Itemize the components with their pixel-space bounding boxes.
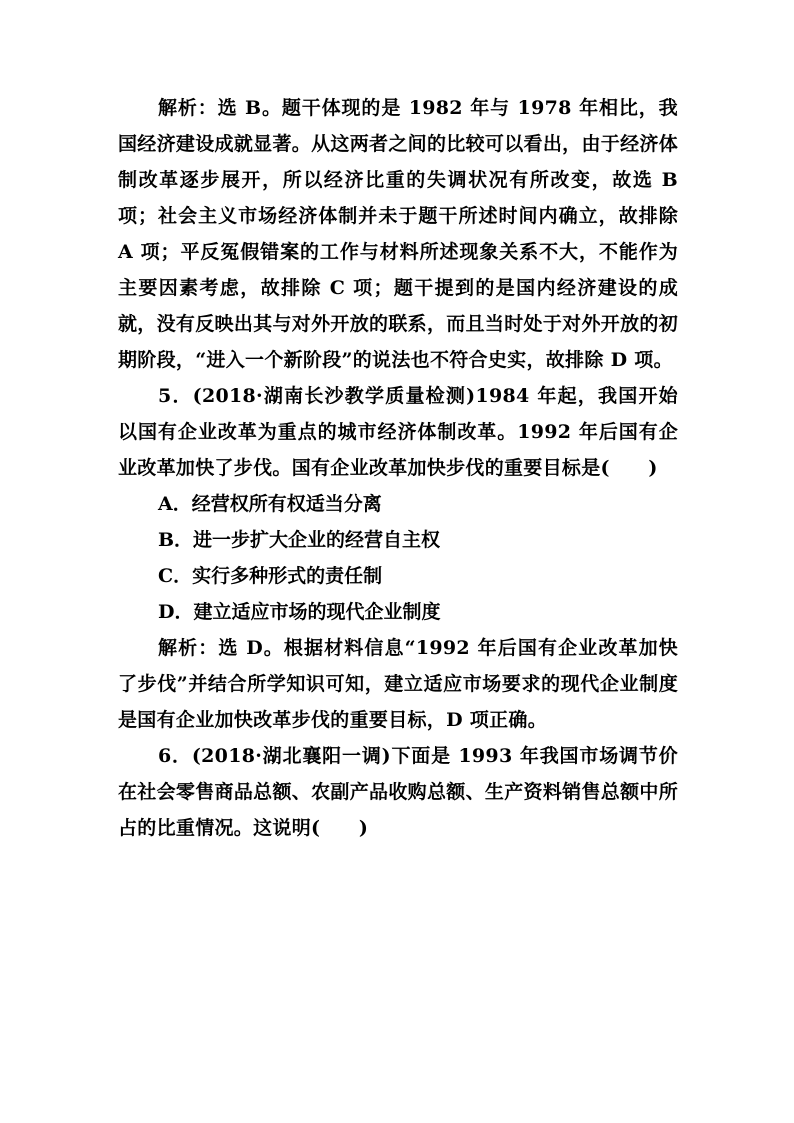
q4-analysis-paragraph bbox=[118, 90, 678, 378]
q4-analysis-text: 选 B。题干体现的是 1982 年与 1978 年相比，我国经济建设成就显著。从这两者之间的比较可以看出，由于经济体制改革逐步展开，所以经济比重的失调状况有所改变，故选 B 项；社会主义市场经济体制并未于题干所述时间内确立，故排除 A 项；平反冤假错案的工作与材料所述现象关系不大，不能作为主要因素考虑，故排除 C 项；题干提到的是国内经济建设的成就，没有反映出其与对外开放的联系，而且当时处于对外开放的初期阶段，“进入一个新阶段”的说法也不符合史实，故排除 D 项。 bbox=[118, 97, 678, 371]
question-5-stem-text: 1984 年起，我国开始以国有企业改革为重点的城市经济体制改革。1992 年后国有企业改革加快了步伐。国有企业改革加快步伐的重要目标是( ) bbox=[118, 385, 678, 479]
question-5-number: 5． bbox=[158, 385, 193, 407]
question-5-option-b: B．进一步扩大企业的经营自主权 bbox=[158, 529, 441, 551]
question-6-number: 6． bbox=[158, 745, 192, 767]
question-5-option-a: A．经营权所有权适当分离 bbox=[158, 493, 382, 515]
question-6-source: (2018·湖北襄阳一调) bbox=[191, 745, 391, 767]
question-6-stem-text: 下面是 1993 年我国市场调节价在社会零售商品总额、农副产品收购总额、生产资料销售总额中所占的比重情况。这说明( ) bbox=[118, 745, 678, 839]
question-5-source: (2018·湖南长沙教学质量检测) bbox=[192, 385, 476, 407]
analysis-label: 解析 bbox=[158, 97, 198, 119]
analysis-label: 解析 bbox=[158, 637, 199, 659]
analysis-colon: ： bbox=[197, 97, 218, 119]
question-5-stem bbox=[118, 378, 678, 486]
question-5-option-d: D．建立适应市场的现代企业制度 bbox=[158, 601, 441, 623]
q5-analysis-text: 选 D。根据材料信息“1992 年后国有企业改革加快了步伐”并结合所学知识可知，建立适应市场要求的现代企业制度是国有企业加快改革步伐的重要目标，D 项正确。 bbox=[118, 637, 678, 731]
q5-analysis-paragraph bbox=[118, 630, 678, 738]
question-6-stem bbox=[118, 738, 678, 846]
question-5-option-c: C．实行多种形式的责任制 bbox=[158, 565, 383, 587]
document-page bbox=[118, 90, 678, 846]
analysis-colon: ： bbox=[198, 637, 219, 659]
